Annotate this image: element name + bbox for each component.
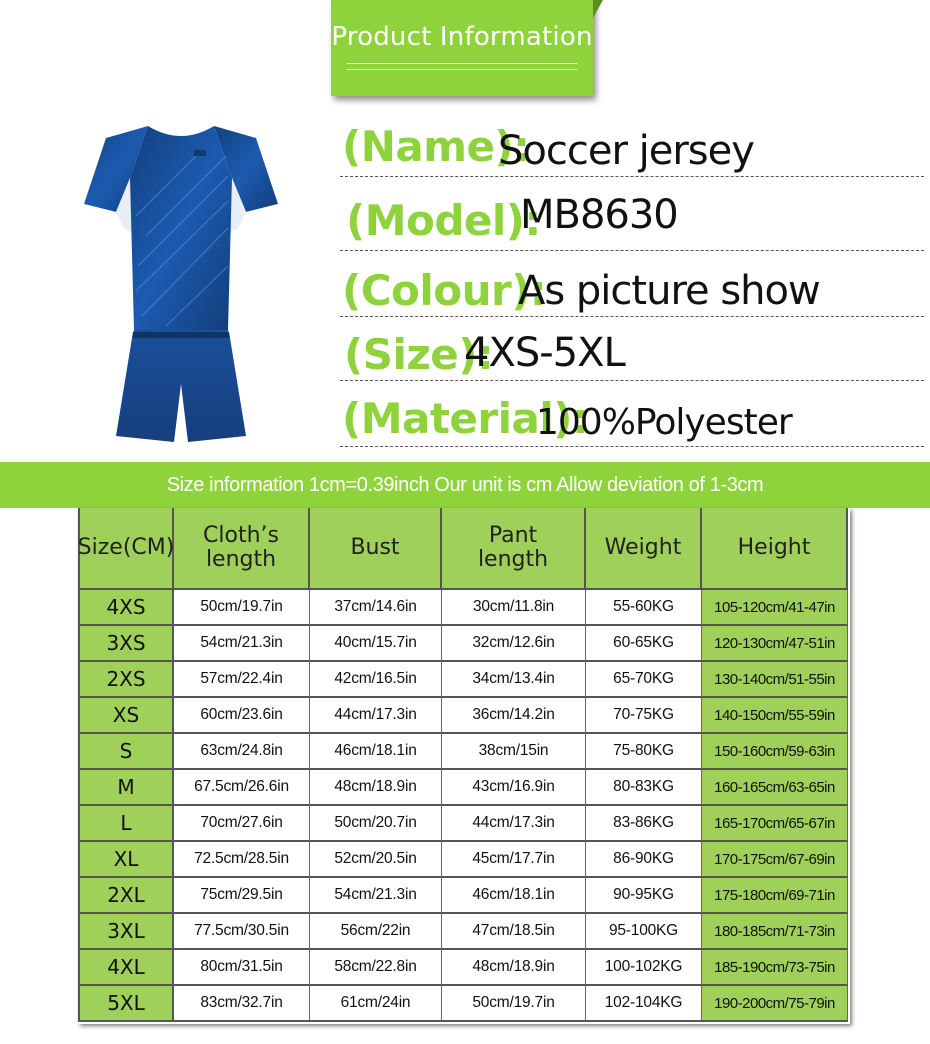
table-cell: 45cm/17.7in [442, 842, 586, 878]
info-model-label: (Model): [346, 196, 541, 245]
table-cell: 46cm/18.1in [442, 878, 586, 914]
table-cell: 50cm/19.7in [174, 590, 310, 626]
table-cell: 37cm/14.6in [310, 590, 442, 626]
header-height: Height [702, 508, 848, 590]
size-cell: 4XS [78, 590, 174, 626]
table-cell: 70cm/27.6in [174, 806, 310, 842]
table-cell: 55-60KG [586, 590, 702, 626]
size-cell: 2XL [78, 878, 174, 914]
table-cell: 65-70KG [586, 662, 702, 698]
table-cell: 185-190cm/73-75in [702, 950, 848, 986]
table-cell: 48cm/18.9in [310, 770, 442, 806]
table-cell: 80-83KG [586, 770, 702, 806]
table-cell: 60-65KG [586, 626, 702, 662]
table-cell: 72.5cm/28.5in [174, 842, 310, 878]
banner-divider [347, 69, 577, 70]
size-cell: 5XL [78, 986, 174, 1022]
table-cell: 47cm/18.5in [442, 914, 586, 950]
size-cell: 2XS [78, 662, 174, 698]
table-cell: 150-160cm/59-63in [702, 734, 848, 770]
section-banner [331, 0, 593, 96]
table-cell: 95-100KG [586, 914, 702, 950]
table-cell: 100-102KG [586, 950, 702, 986]
table-cell: 140-150cm/55-59in [702, 698, 848, 734]
size-cell: XL [78, 842, 174, 878]
table-cell: 175-180cm/69-71in [702, 878, 848, 914]
info-size-value: 4XS-5XL [464, 330, 625, 376]
size-cell: XS [78, 698, 174, 734]
table-cell: 44cm/17.3in [442, 806, 586, 842]
table-cell: 52cm/20.5in [310, 842, 442, 878]
table-cell: 75-80KG [586, 734, 702, 770]
table-cell: 54cm/21.3in [174, 626, 310, 662]
banner-divider [347, 63, 577, 64]
info-name-row [340, 118, 924, 177]
table-cell: 70-75KG [586, 698, 702, 734]
table-cell: 50cm/20.7in [310, 806, 442, 842]
table-cell: 83-86KG [586, 806, 702, 842]
header-bust: Bust [310, 508, 442, 590]
table-cell: 38cm/15in [442, 734, 586, 770]
table-cell: 40cm/15.7in [310, 626, 442, 662]
table-cell: 43cm/16.9in [442, 770, 586, 806]
table-cell: 90-95KG [586, 878, 702, 914]
table-cell: 180-185cm/71-73in [702, 914, 848, 950]
table-cell: 105-120cm/41-47in [702, 590, 848, 626]
table-cell: 86-90KG [586, 842, 702, 878]
info-material-value: 100%Polyester [536, 402, 792, 443]
info-name-value: Soccer jersey [498, 128, 754, 174]
header-size: Size(CM) [78, 508, 174, 590]
table-cell: 58cm/22.8in [310, 950, 442, 986]
table-cell: 32cm/12.6in [442, 626, 586, 662]
table-cell: 34cm/13.4in [442, 662, 586, 698]
table-cell: 61cm/24in [310, 986, 442, 1022]
table-cell: 57cm/22.4in [174, 662, 310, 698]
table-cell: 54cm/21.3in [310, 878, 442, 914]
table-cell: 60cm/23.6in [174, 698, 310, 734]
info-material-row [340, 382, 924, 447]
info-colour-value: As picture show [518, 268, 820, 314]
banner-fold [593, 0, 603, 18]
table-cell: 190-200cm/75-79in [702, 986, 848, 1022]
info-size-label: (Size): [344, 330, 494, 379]
table-cell: 160-165cm/63-65in [702, 770, 848, 806]
size-cell: M [78, 770, 174, 806]
size-cell: 4XL [78, 950, 174, 986]
info-colour-label: (Colour): [342, 266, 547, 315]
table-cell: 63cm/24.8in [174, 734, 310, 770]
size-cell: L [78, 806, 174, 842]
size-cell: S [78, 734, 174, 770]
table-cell: 120-130cm/47-51in [702, 626, 848, 662]
table-cell: 83cm/32.7in [174, 986, 310, 1022]
table-cell: 77.5cm/30.5in [174, 914, 310, 950]
product-image [76, 116, 286, 452]
jersey-shirt [82, 122, 280, 330]
table-cell: 50cm/19.7in [442, 986, 586, 1022]
info-colour-row [340, 252, 924, 317]
table-cell: 75cm/29.5in [174, 878, 310, 914]
table-cell: 30cm/11.8in [442, 590, 586, 626]
table-cell: 130-140cm/51-55in [702, 662, 848, 698]
banner-title: Product Information [331, 22, 593, 52]
info-name-label: (Name): [342, 122, 530, 171]
info-model-value: MB8630 [520, 192, 678, 238]
table-cell: 36cm/14.2in [442, 698, 586, 734]
size-info-strip [0, 462, 930, 508]
table-cell: 56cm/22in [310, 914, 442, 950]
table-cell: 44cm/17.3in [310, 698, 442, 734]
info-material-label: (Material): [342, 394, 589, 443]
size-info-text: Size information 1cm=0.39inch Our unit is cm Allow deviation of 1-3cm [166, 474, 764, 496]
size-table [78, 508, 848, 1024]
header-cloth-length: Cloth’s length [174, 508, 310, 590]
table-cell: 48cm/18.9in [442, 950, 586, 986]
table-cell: 170-175cm/67-69in [702, 842, 848, 878]
jersey-shorts [116, 330, 246, 442]
table-cell: 80cm/31.5in [174, 950, 310, 986]
table-cell: 67.5cm/26.6in [174, 770, 310, 806]
table-cell: 46cm/18.1in [310, 734, 442, 770]
table-cell: 102-104KG [586, 986, 702, 1022]
size-cell: 3XS [78, 626, 174, 662]
header-pant-length: Pant length [442, 508, 586, 590]
info-size-row [340, 318, 924, 381]
table-cell: 42cm/16.5in [310, 662, 442, 698]
table-cell: 165-170cm/65-67in [702, 806, 848, 842]
size-cell: 3XL [78, 914, 174, 950]
info-model-row [340, 178, 924, 251]
header-weight: Weight [586, 508, 702, 590]
